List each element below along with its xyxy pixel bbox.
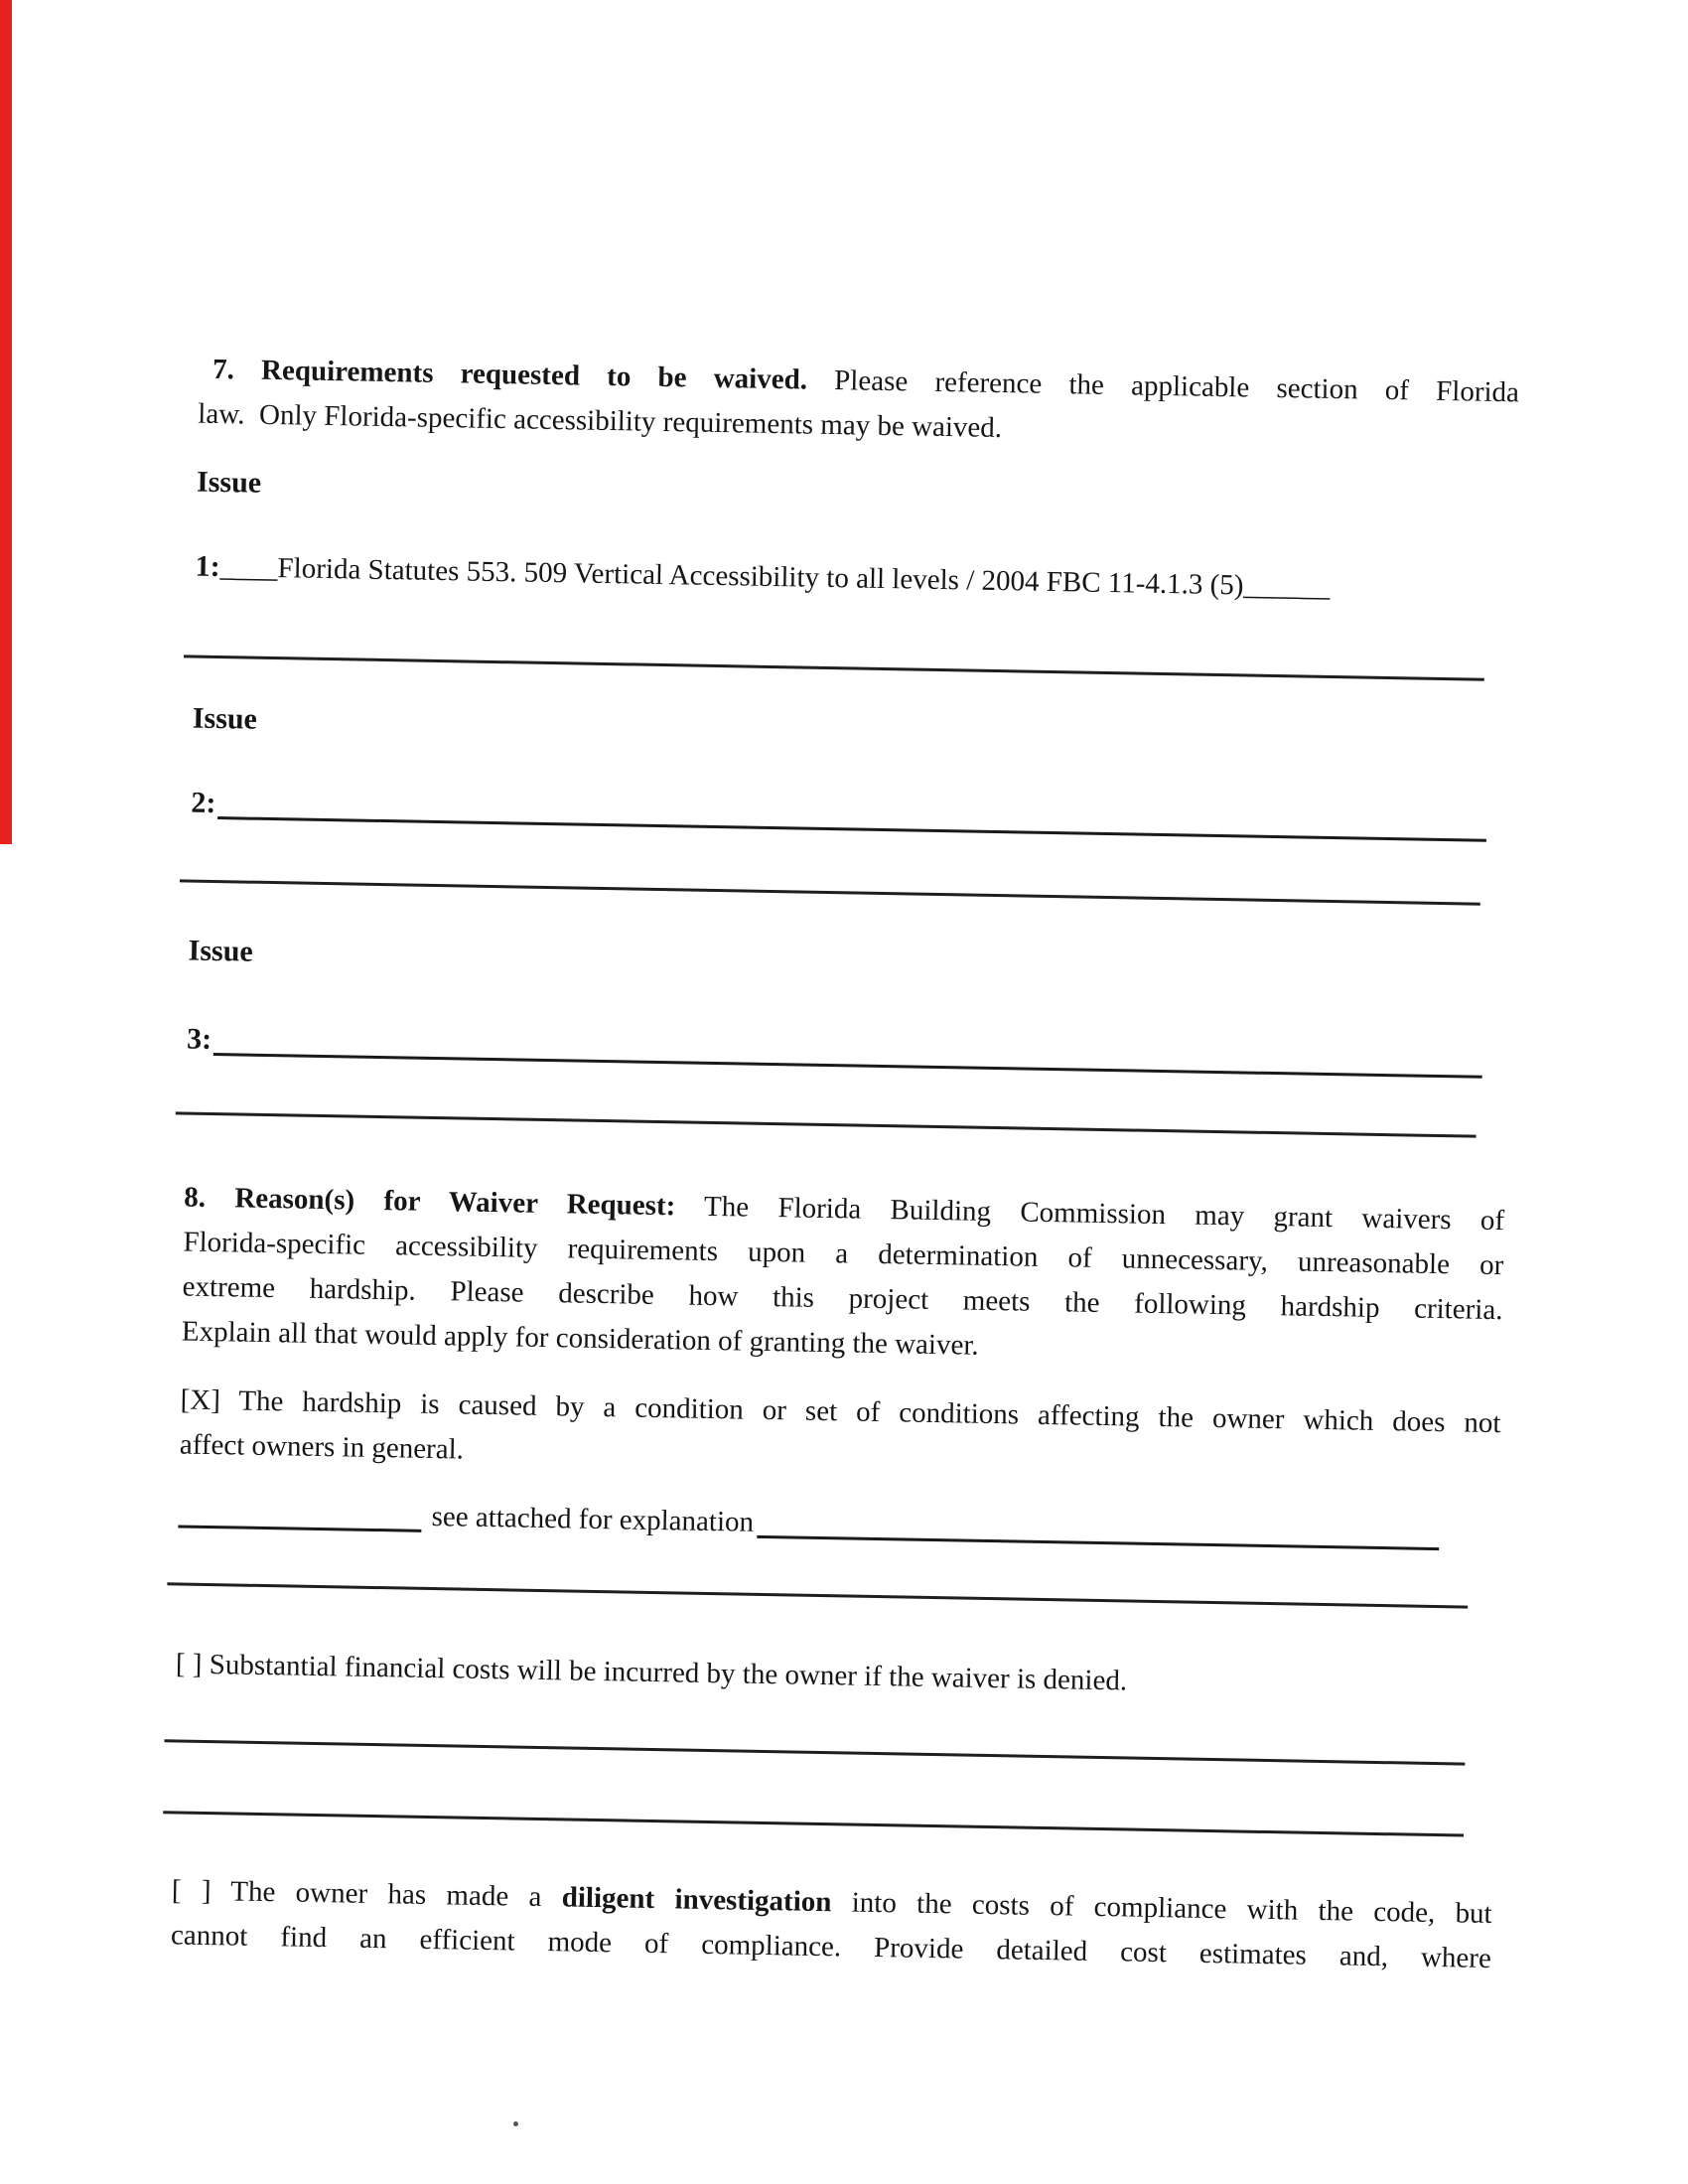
issue-2-entry-line — [191, 777, 1512, 848]
issue-3-entry-line — [187, 1013, 1508, 1085]
issue-3-number: 3: — [186, 1022, 212, 1056]
section-8-title-rest: The Florida Building Commission may grant waivers of — [675, 1190, 1505, 1238]
blank-line-right — [758, 1535, 1439, 1550]
section-8-title: 8. Reason(s) for Waiver Request: — [184, 1181, 676, 1223]
ruled-answer-line — [165, 1739, 1466, 1765]
issue-3-heading: Issue — [188, 934, 254, 968]
ruled-answer-line — [184, 655, 1484, 680]
see-attached-annotation — [178, 1485, 1440, 1555]
issue-1-value: ____Florida Statutes 553. 509 Vertical Accessibility to all levels / 2004 FBC 11-4.1.3 (5)______ — [219, 551, 1331, 603]
paragraph-line: Explain all that would apply for consideration of granting the waiver. — [181, 1315, 979, 1362]
blank-line-left — [178, 1525, 421, 1531]
annotation-text: see attached for explanation — [431, 1501, 755, 1538]
diligent-line1-pre: [ ] The owner has made a — [171, 1874, 563, 1914]
issue-1-heading: Issue — [196, 465, 262, 500]
hardship-criterion-paragraph — [179, 1378, 1500, 1491]
scan-edge-red-strip — [0, 0, 12, 844]
section-7-title-rest: Please reference the applicable section of Florida — [806, 364, 1520, 409]
issue-1-number: 1: — [195, 549, 220, 584]
document-content — [167, 0, 1526, 2184]
diligent-line1-bold: diligent investigation — [561, 1881, 832, 1919]
paragraph-line: [X] The hardship is caused by a condition or set of conditions affecting the owner which does not — [180, 1383, 1501, 1440]
ruled-answer-line — [167, 1582, 1468, 1608]
section-7-title: 7. Requirements requested to be waived. — [211, 353, 808, 396]
paragraph-line: cannot find an efficient mode of compliance. Provide detailed cost estimates and, where — [170, 1919, 1492, 1975]
diligent-line1-post: into the costs of compliance with the code, but — [831, 1886, 1492, 1931]
scan-speck — [513, 2121, 518, 2126]
issue-2-number: 2: — [191, 786, 216, 820]
issue-1-entry-line — [195, 544, 1516, 614]
diligent-investigation-paragraph — [171, 1868, 1492, 1981]
paragraph-line: affect owners in general. — [179, 1428, 465, 1466]
section-8-reasons-paragraph — [181, 1176, 1504, 1379]
paragraph-line: law. Only Florida-specific accessibility requirements may be waived. — [198, 397, 1003, 445]
paragraph-line: extreme hardship. Please describe how this project meets the following hardship criteria. — [182, 1270, 1503, 1327]
ruled-answer-line — [176, 1111, 1477, 1137]
section-7-requirements-paragraph — [198, 348, 1519, 461]
issue-3-blank-line — [213, 1053, 1482, 1079]
ruled-answer-line — [163, 1811, 1464, 1836]
ruled-answer-line — [180, 879, 1480, 905]
paragraph-line: Florida-specific accessibility requirements upon a determination of unnecessary, unreasonable or — [183, 1226, 1504, 1282]
issue-2-heading: Issue — [192, 701, 258, 736]
issue-2-blank-line — [217, 816, 1486, 842]
financial-cost-criterion-line: [ ] Substantial financial costs will be incurred by the owner if the waiver is denied. — [175, 1648, 1128, 1697]
